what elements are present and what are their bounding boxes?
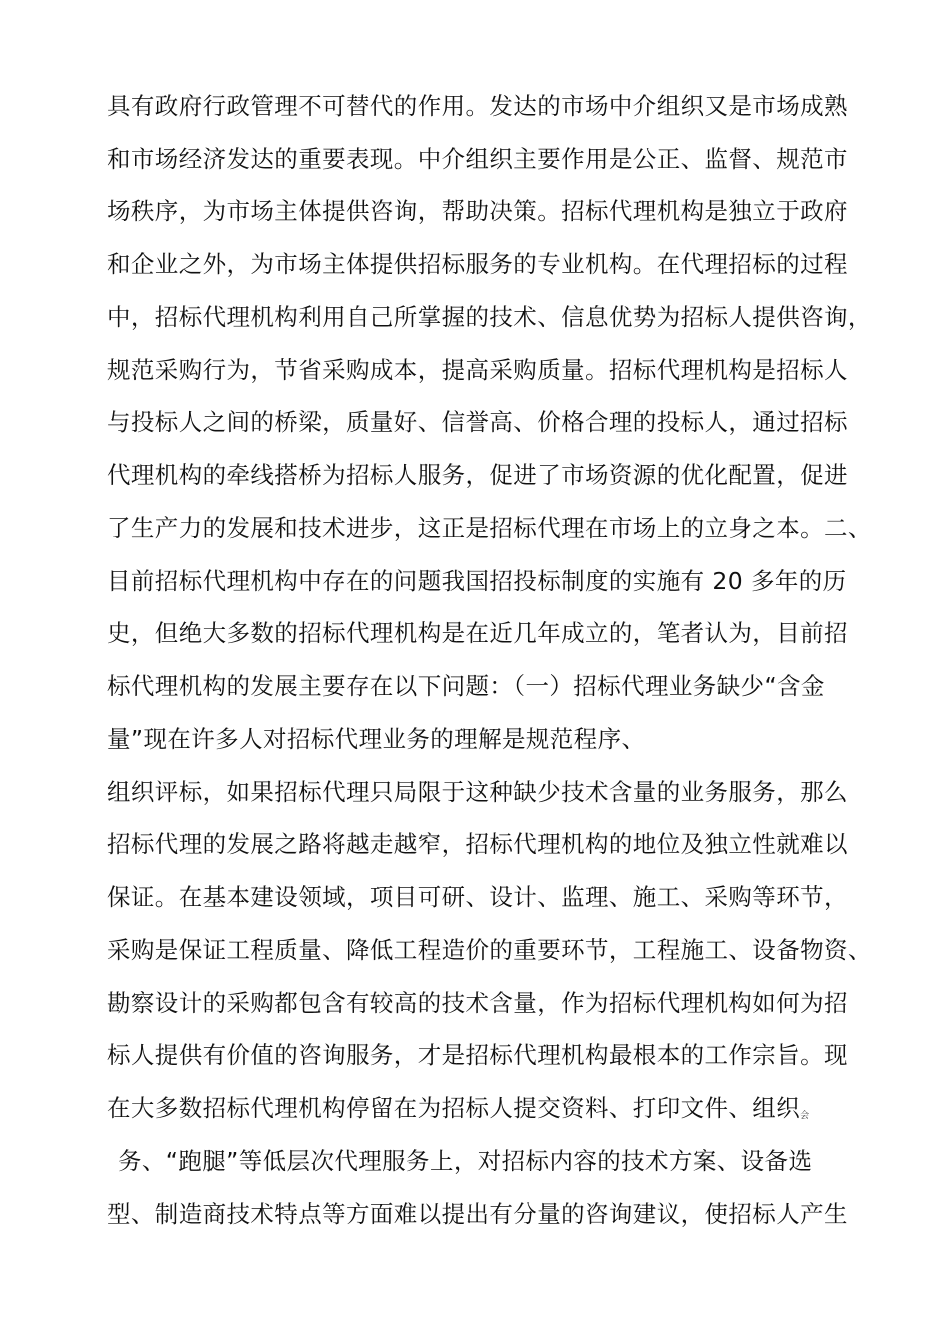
text-line-11: 史，但绝大多数的招标代理机构是在近几年成立的，笔者认为，目前招 — [107, 619, 848, 647]
text-line-12: 标代理机构的发展主要存在以下问题：（一）招标代理业务缺少“含金 — [107, 672, 825, 700]
text-line-5: 中，招标代理机构利用自己所掌握的技术、信息优势为招标人提供咨询， — [107, 303, 872, 331]
text-line-22: 型、制造商技术特点等方面难以提出有分量的咨询建议，使招标人产生 — [107, 1200, 848, 1228]
text-line-7: 与投标人之间的桥梁，质量好、信誉高、价格合理的投标人，通过招标 — [107, 408, 848, 436]
text-line-10: 目前招标代理机构中存在的问题我国招投标制度的实施有 20 多年的历 — [107, 567, 847, 595]
text-line-20-content: 在大多数招标代理机构停留在为招标人提交资料、打印文件、组织 — [107, 1094, 801, 1122]
text-line-20 — [107, 1093, 810, 1131]
text-line-18: 勘察设计的采购都包含有较高的技术含量，作为招标代理机构如何为招 — [107, 989, 848, 1017]
text-line-9: 了生产力的发展和技术进步，这正是招标代理在市场上的立身之本。二、 — [107, 514, 872, 542]
text-line-2: 和市场经济发达的重要表现。中介组织主要作用是公正、监督、规范市 — [107, 145, 848, 173]
text-line-21: 务、“跑腿”等低层次代理服务上，对招标内容的技术方案、设备选 — [118, 1147, 813, 1175]
text-line-4: 和企业之外，为市场主体提供招标服务的专业机构。在代理招标的过程 — [107, 250, 848, 278]
text-line-3: 场秩序，为市场主体提供咨询，帮助决策。招标代理机构是独立于政府 — [107, 197, 848, 225]
text-line-15: 招标代理的发展之路将越走越窄，招标代理机构的地位及独立性就难以 — [107, 830, 848, 858]
text-line-17: 采购是保证工程质量、降低工程造价的重要环节，工程施工、设备物资、 — [107, 936, 872, 964]
small-mark: 会 — [800, 1111, 810, 1121]
text-line-14: 组织评标，如果招标代理只局限于这种缺少技术含量的业务服务，那么 — [107, 778, 848, 806]
text-line-8: 代理机构的牵线搭桥为招标人服务，促进了市场资源的优化配置，促进 — [107, 461, 848, 489]
text-line-16: 保证。在基本建设领域，项目可研、设计、监理、施工、采购等环节， — [107, 883, 848, 911]
text-line-19: 标人提供有价值的咨询服务，才是招标代理机构最根本的工作宗旨。现 — [107, 1041, 848, 1069]
text-line-13: 量”现在许多人对招标代理业务的理解是规范程序、 — [107, 725, 646, 753]
text-line-1: 具有政府行政管理不可替代的作用。发达的市场中介组织又是市场成熟 — [107, 92, 848, 120]
text-line-6: 规范采购行为，节省采购成本，提高采购质量。招标代理机构是招标人 — [107, 356, 848, 384]
